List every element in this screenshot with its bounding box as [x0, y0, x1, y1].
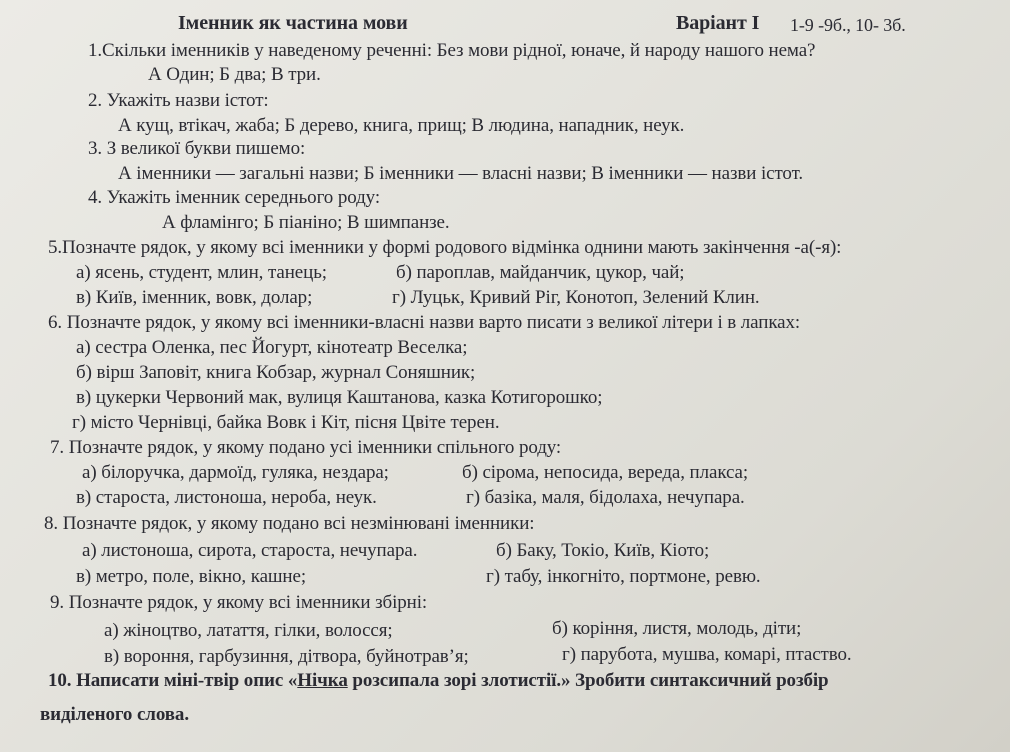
question-9-option-c: в) вороння, гарбузиння, дітвора, буйнотрав’я; — [104, 646, 469, 667]
question-4-options: А фламінго; Б піаніно; В шимпанзе. — [162, 212, 450, 233]
question-5-option-c: в) Київ, іменник, вовк, долар; — [76, 287, 313, 308]
question-7-option-b: б) сірома, непосида, вереда, плакса; — [462, 462, 749, 483]
worksheet-title: Іменник як частина мови — [178, 12, 408, 34]
question-6-option-b: б) вірш Заповіт, книга Кобзар, журнал Соняшник; — [76, 362, 476, 383]
question-3: 3. З великої букви пишемо: — [88, 138, 306, 159]
question-8: 8. Позначте рядок, у якому подано всі незмінювані іменники: — [44, 513, 535, 534]
question-3-options: А іменники — загальні назви; Б іменники — власні назви; В іменники — назви істот. — [118, 163, 803, 184]
question-6-option-a: а) сестра Оленка, пес Йогурт, кінотеатр Веселка; — [76, 337, 468, 358]
question-5-option-a: а) ясень, студент, млин, танець; — [76, 262, 327, 283]
question-10-prefix: 10. Написати міні-твір опис « — [48, 670, 298, 691]
question-6-option-d: г) місто Чернівці, байка Вовк і Кіт, пісня Цвіте терен. — [72, 412, 500, 433]
question-8-option-d: г) табу, інкогніто, портмоне, ревю. — [486, 566, 761, 587]
question-7-option-a: а) білоручка, дармоїд, гуляка, нездара; — [82, 462, 389, 483]
question-9-option-d: г) парубота, мушва, комарі, птаство. — [562, 644, 852, 665]
question-10-underlined-word: Нічка — [297, 670, 348, 691]
question-10-continuation: виділеного слова. — [40, 704, 189, 725]
question-10-suffix: розсипала зорі злотистії.» Зробити синтаксичний розбір — [347, 670, 829, 691]
question-8-option-a: а) листоноша, сирота, староста, нечупара. — [82, 540, 418, 561]
question-1-options: А Один; Б два; В три. — [148, 64, 321, 85]
question-6-option-c: в) цукерки Червоний мак, вулиця Каштанова, казка Котигорошко; — [76, 387, 603, 408]
variant-label: Варіант І — [676, 12, 760, 34]
question-6: 6. Позначте рядок, у якому всі іменники-власні назви варто писати з великої літери і в лапках: — [48, 312, 801, 333]
question-8-option-c: в) метро, поле, вікно, кашне; — [76, 566, 307, 587]
question-2: 2. Укажіть назви істот: — [88, 90, 269, 111]
grading-info: 1-9 -9б., 10- 3б. — [790, 15, 906, 35]
question-7: 7. Позначте рядок, у якому подано усі іменники спільного роду: — [50, 437, 562, 458]
question-9-option-b: б) коріння, листя, молодь, діти; — [552, 618, 802, 639]
question-4: 4. Укажіть іменник середнього роду: — [88, 187, 381, 208]
question-2-options: А кущ, втікач, жаба; Б дерево, книга, прищ; В людина, нападник, неук. — [118, 115, 685, 136]
question-5-option-d: г) Луцьк, Кривий Ріг, Конотоп, Зелений Клин. — [392, 287, 760, 308]
question-5-option-b: б) пароплав, майданчик, цукор, чай; — [396, 262, 685, 283]
question-9: 9. Позначте рядок, у якому всі іменники збірні: — [50, 592, 428, 613]
question-5: 5.Позначте рядок, у якому всі іменники у формі родового відмінка однини мають закінчення -а(-я): — [48, 237, 842, 258]
question-1: 1.Скільки іменників у наведеному реченні: Без мови рідної, юначе, й народу нашого нема? — [88, 40, 816, 61]
question-8-option-b: б) Баку, Токіо, Київ, Кіото; — [496, 540, 710, 561]
question-10 — [48, 670, 829, 692]
question-7-option-c: в) староста, листоноша, нероба, неук. — [76, 487, 377, 508]
question-9-option-a: а) жіноцтво, латаття, гілки, волосся; — [104, 620, 393, 641]
question-7-option-d: г) базіка, маля, бідолаха, нечупара. — [466, 487, 745, 508]
